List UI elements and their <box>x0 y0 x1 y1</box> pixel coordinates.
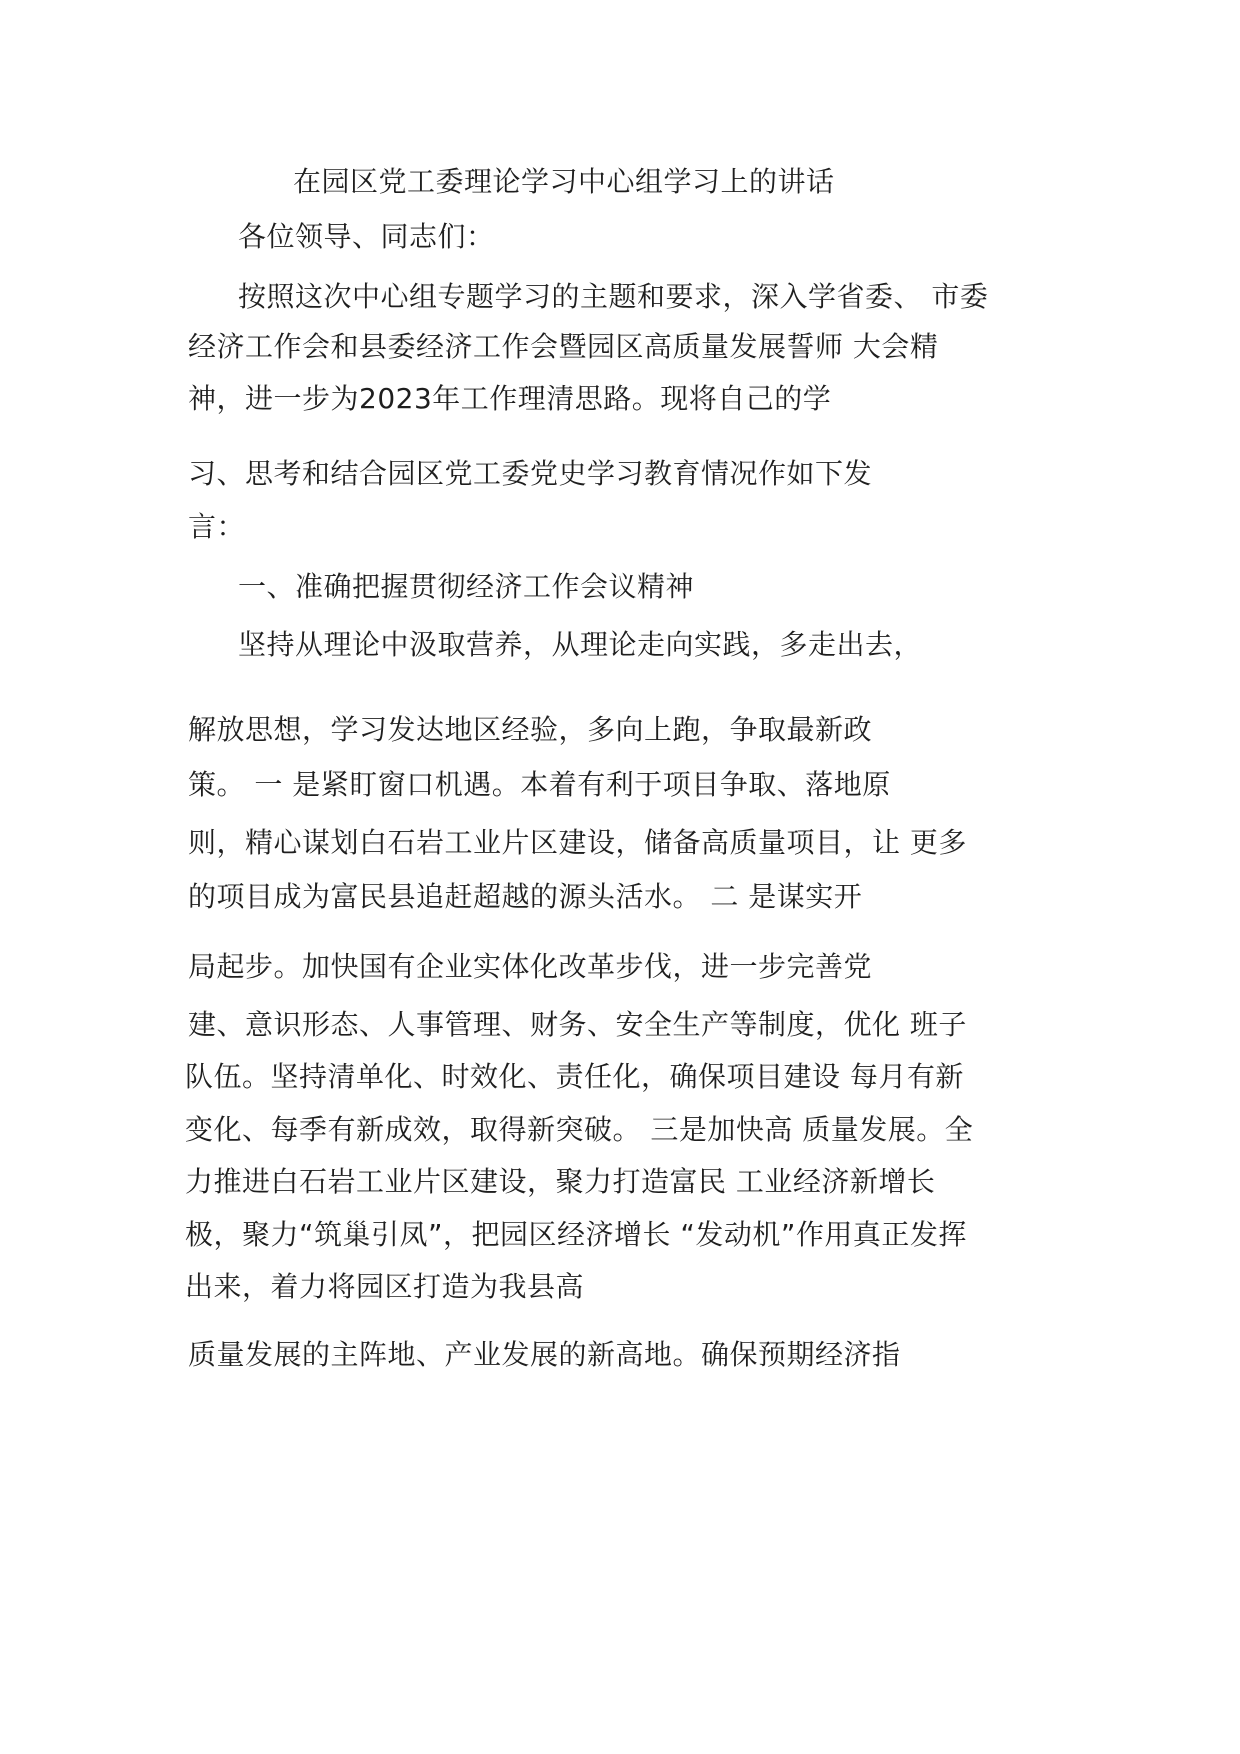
body-line: 解放思想，学习发达地区经验，多向上跑，争取最新政 <box>188 713 873 746</box>
salutation: 各位领导、同志们： <box>238 220 495 253</box>
body-line: 策。 一 是紧盯窗口机遇。本着有利于项目争取、落地原 <box>188 768 891 801</box>
body-line: 出来，着力将园区打造为我县高 <box>185 1270 585 1303</box>
body-line: 局起步。加快国有企业实体化改革步伐，进一步完善党 <box>188 950 873 983</box>
body-line: 的项目成为富民县追赶超越的源头活水。 二 是谋实开 <box>188 880 863 913</box>
body-line: 质量发展的主阵地、产业发展的新高地。确保预期经济指 <box>188 1338 901 1371</box>
body-line: 习、思考和结合园区党工委党史学习教育情况作如下发 <box>188 457 873 490</box>
document-title: 在园区党工委理论学习中心组学习上的讲话 <box>293 165 835 198</box>
section-heading: 一、准确把握贯彻经济工作会议精神 <box>238 570 695 603</box>
body-line: 坚持从理论中汲取营养，从理论走向实践，多走出去， <box>238 628 923 661</box>
body-line: 神，进一步为2023年工作理清思路。现将自己的学 <box>188 382 832 415</box>
body-line: 建、意识形态、人事管理、财务、安全生产等制度，优化 班子 <box>188 1008 967 1041</box>
body-line: 按照这次中心组专题学习的主题和要求，深入学省委、 市委 <box>238 280 989 313</box>
body-line: 经济工作会和县委经济工作会暨园区高质量发展誓师 大会精 <box>188 330 939 363</box>
body-line: 变化、每季有新成效，取得新突破。 三是加快高 质量发展。全 <box>185 1113 974 1146</box>
body-line: 队伍。坚持清单化、时效化、责任化，确保项目建设 每月有新 <box>185 1060 964 1093</box>
body-line: 言： <box>188 510 246 543</box>
body-line: 则，精心谋划白石岩工业片区建设，储备高质量项目，让 更多 <box>188 826 967 859</box>
body-line: 极，聚力“筑巢引凤”，把园区经济增长 “发动机”作用真正发挥 <box>185 1218 967 1251</box>
body-line: 力推进白石岩工业片区建设，聚力打造富民 工业经济新增长 <box>185 1165 936 1198</box>
